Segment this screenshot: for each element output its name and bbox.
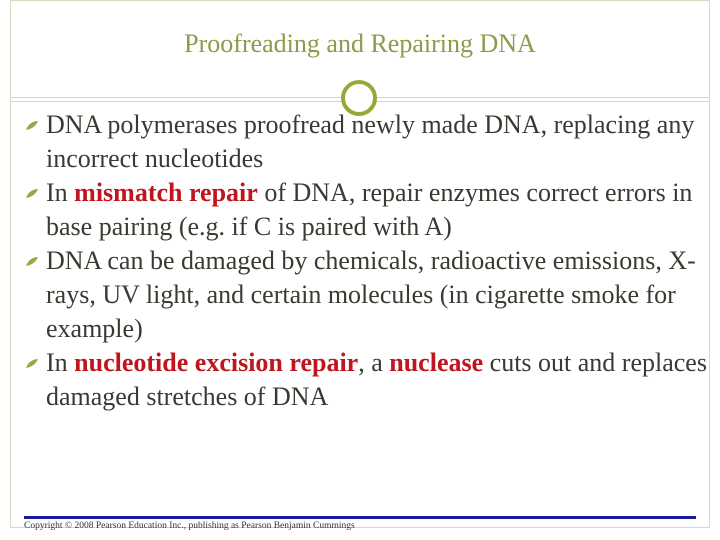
bullet-text: In [46, 178, 75, 207]
bullet-text: of DNA, repair enzymes correct errors in base pairing (e.g. if C is paired with A) [46, 178, 693, 241]
leaf-bullet-icon [26, 121, 38, 130]
bullet-text: , a [358, 348, 390, 377]
bullet-text: DNA polymerases proofread newly made DNA, replacing any incorrect nucleotides [46, 110, 695, 173]
bullet-item [12, 244, 712, 346]
term-nucleotide-excision-repair: nucleotide excision repair [74, 348, 359, 377]
bullet-text: cuts out and replaces damaged stretches of DNA [46, 348, 707, 411]
term-mismatch-repair: mismatch repair [74, 178, 258, 207]
slide-title: Proofreading and Repairing DNA [184, 29, 536, 58]
footer-bar [24, 516, 696, 519]
bullet-item [12, 346, 712, 414]
term-nuclease: nuclease [389, 348, 484, 377]
bullet-item [12, 108, 712, 176]
leaf-bullet-icon [26, 189, 38, 198]
leaf-bullet-icon [26, 257, 38, 266]
copyright-footer: Copyright © 2008 Pearson Education Inc., publishing as Pearson Benjamin Cummings [24, 521, 355, 531]
bullet-text: DNA can be damaged by chemicals, radioactive emissions, X-rays, UV light, and certain molecules (in cigarette smoke for example) [46, 246, 696, 343]
leaf-bullet-icon [26, 359, 38, 368]
bullet-list [12, 108, 712, 414]
bullet-text: In [46, 348, 75, 377]
bullet-item [12, 176, 712, 244]
